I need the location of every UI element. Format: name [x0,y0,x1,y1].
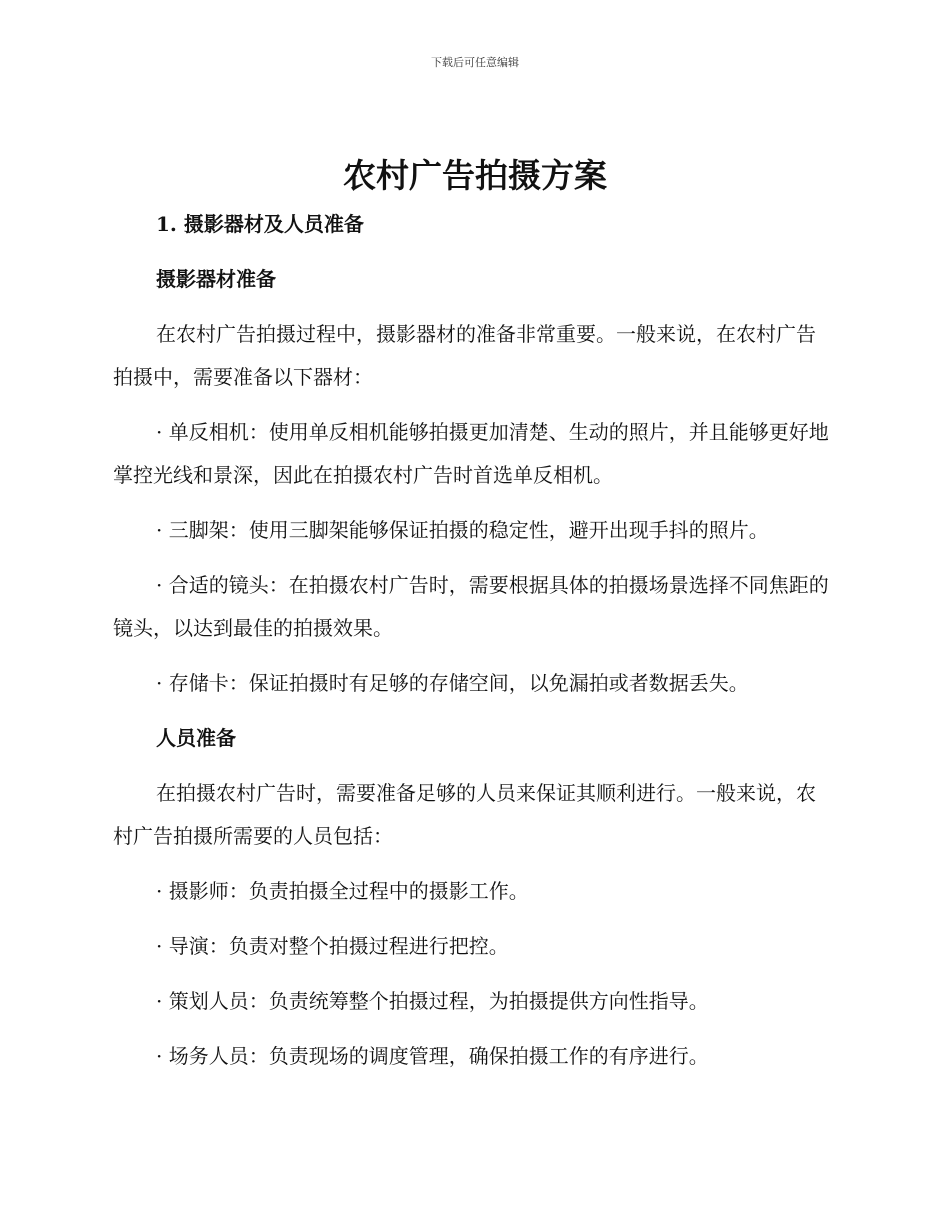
subsection-heading-personnel: 人员准备 [156,726,236,750]
personnel-item-field-staff: · 场务人员：负责现场的调度管理，确保拍摄工作的有序进行。 [156,1044,709,1068]
section-heading: 1. 摄影器材及人员准备 [156,212,364,236]
equipment-item-lens: · 合适的镜头：在拍摄农村广告时，需要根据具体的拍摄场景选择不同焦距的镜头，以达到最佳的拍摄效果。 [113,573,829,640]
equipment-item-camera: · 单反相机：使用单反相机能够拍摄更加清楚、生动的照片，并且能够更好地掌控光线和景深，因此在拍摄农村广告时首选单反相机。 [113,420,829,487]
personnel-item-photographer: · 摄影师：负责拍摄全过程中的摄影工作。 [156,879,529,903]
personnel-item-director: · 导演：负责对整个拍摄过程进行把控。 [156,934,509,958]
equipment-item-tripod: · 三脚架：使用三脚架能够保证拍摄的稳定性，避开出现手抖的照片。 [156,518,769,542]
header-note: 下载后可任意编辑 [431,56,519,69]
personnel-item-planner: · 策划人员：负责统筹整个拍摄过程，为拍摄提供方向性指导。 [156,989,709,1013]
equipment-intro-paragraph: 在农村广告拍摄过程中，摄影器材的准备非常重要。一般来说，在农村广告拍摄中，需要准备以下器材： [113,322,816,389]
document-body [113,203,835,1090]
document-title: 农村广告拍摄方案 [343,156,607,195]
personnel-intro-paragraph: 在拍摄农村广告时，需要准备足够的人员来保证其顺利进行。一般来说，农村广告拍摄所需要的人员包括： [113,781,816,848]
equipment-item-memory-card: · 存储卡：保证拍摄时有足够的存储空间，以免漏拍或者数据丢失。 [156,671,749,695]
subsection-heading-equipment: 摄影器材准备 [156,267,276,291]
